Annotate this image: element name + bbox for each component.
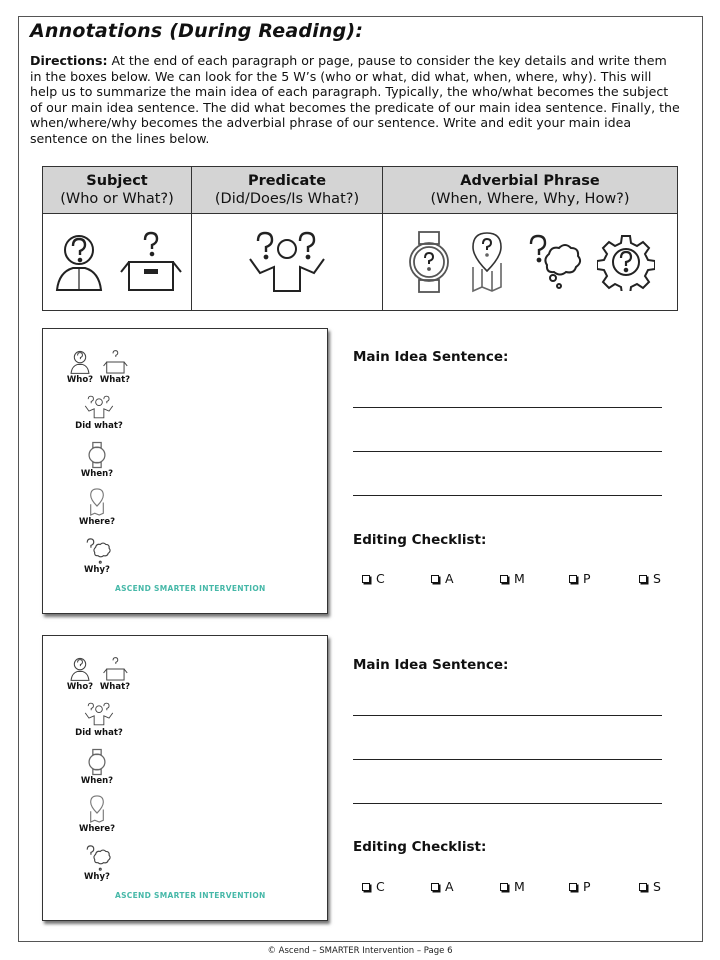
when-label: When? (80, 776, 114, 786)
checklist-letter: P (583, 571, 591, 586)
checklist-item-p[interactable] (569, 571, 591, 586)
map-pin-icon (88, 487, 106, 517)
what-mini (97, 656, 133, 692)
when-mini (77, 748, 117, 786)
checkbox[interactable] (639, 575, 647, 583)
what-label: What? (99, 375, 131, 385)
writing-line[interactable] (353, 407, 662, 408)
writing-line[interactable] (353, 495, 662, 496)
did-what-label: Did what? (75, 421, 123, 431)
when-label: When? (80, 469, 114, 479)
checkbox[interactable] (569, 883, 577, 891)
adverbial-header (383, 167, 678, 214)
subject-heading: Subject (86, 173, 148, 189)
why-label: Why? (84, 565, 110, 575)
why-mini (77, 844, 117, 882)
checkbox[interactable] (639, 883, 647, 891)
did-what-label: Did what? (75, 728, 123, 738)
predicate-subheading: (Did/Does/Is What?) (214, 191, 360, 207)
predicate-cell[interactable] (192, 214, 383, 311)
shrugging-person-icon (244, 229, 330, 295)
where-mini (75, 794, 119, 834)
predicate-header (192, 167, 383, 214)
checkbox[interactable] (569, 575, 577, 583)
five-ws-table (42, 166, 678, 311)
map-pin-icon (467, 229, 507, 295)
brand-text: ASCEND SMARTER INTERVENTION (115, 584, 266, 593)
box-question-icon (102, 656, 128, 682)
did-what-mini (71, 393, 127, 431)
checklist-item-c[interactable] (362, 879, 385, 894)
thought-bubble-icon (81, 537, 113, 565)
five-ws-reference-card (42, 635, 328, 921)
what-label: What? (99, 682, 131, 692)
checklist-letter: C (376, 571, 385, 586)
writing-line[interactable] (353, 759, 662, 760)
who-mini (65, 349, 95, 385)
writing-line[interactable] (353, 803, 662, 804)
thought-bubble-icon (81, 844, 113, 872)
predicate-heading: Predicate (247, 173, 327, 189)
checklist-item-p[interactable] (569, 879, 591, 894)
editing-checklist (362, 571, 672, 587)
box-question-icon (102, 349, 128, 375)
watch-icon (87, 441, 107, 469)
checklist-item-c[interactable] (362, 571, 385, 586)
thought-bubble-icon (521, 232, 583, 292)
checklist-letter: S (653, 879, 661, 894)
shrugging-person-icon (83, 700, 115, 728)
adverbial-subheading: (When, Where, Why, How?) (430, 191, 630, 207)
what-mini (97, 349, 133, 385)
where-mini (75, 487, 119, 527)
editing-checklist-heading: Editing Checklist: (353, 839, 487, 855)
subject-subheading: (Who or What?) (60, 191, 174, 207)
checklist-letter: A (445, 571, 454, 586)
five-ws-reference-card (42, 328, 328, 614)
checkbox[interactable] (500, 575, 508, 583)
checkbox[interactable] (431, 883, 439, 891)
page-title: Annotations (During Reading): (30, 20, 364, 42)
watch-icon (405, 230, 453, 294)
map-pin-icon (88, 794, 106, 824)
checklist-item-s[interactable] (639, 879, 661, 894)
person-question-icon (51, 230, 107, 294)
subject-cell[interactable] (43, 214, 192, 311)
subject-header (43, 167, 192, 214)
box-question-icon (117, 230, 183, 294)
checklist-letter: M (514, 879, 525, 894)
checkbox[interactable] (362, 575, 370, 583)
adverbial-cell[interactable] (383, 214, 678, 311)
directions-label: Directions: (30, 53, 108, 68)
directions-text: At the end of each paragraph or page, pause to consider the key details and write them in the boxes below. We can look for the 5 W’s (who or what, did what, when, where, why). This will help us to summarize the main idea of each paragraph. Typically, the who/what becomes the subject of our main idea sentence. The did what becomes the predicate of our main idea sentence. Finally, the when/where/why becomes the adverbial phrase of our sentence. Write and edit your main idea sentence on the lines below. (30, 53, 680, 146)
main-idea-heading: Main Idea Sentence: (353, 349, 509, 365)
watch-icon (87, 748, 107, 776)
checklist-item-a[interactable] (431, 879, 454, 894)
editing-checklist (362, 879, 672, 895)
person-question-icon (68, 656, 92, 682)
writing-line[interactable] (353, 715, 662, 716)
checklist-item-m[interactable] (500, 571, 525, 586)
page-footer: © Ascend – SMARTER Intervention – Page 6 (267, 946, 453, 956)
where-label: Where? (78, 517, 116, 527)
why-mini (77, 537, 117, 575)
where-label: Where? (78, 824, 116, 834)
checkbox[interactable] (431, 575, 439, 583)
checklist-item-s[interactable] (639, 571, 661, 586)
person-question-icon (68, 349, 92, 375)
who-label: Who? (66, 375, 94, 385)
did-what-mini (71, 700, 127, 738)
main-idea-heading: Main Idea Sentence: (353, 657, 509, 673)
when-mini (77, 441, 117, 479)
why-label: Why? (84, 872, 110, 882)
editing-checklist-heading: Editing Checklist: (353, 532, 487, 548)
checkbox[interactable] (362, 883, 370, 891)
shrugging-person-icon (83, 393, 115, 421)
adverbial-heading: Adverbial Phrase (460, 173, 600, 189)
gear-question-icon (597, 233, 655, 291)
checklist-item-m[interactable] (500, 879, 525, 894)
checklist-item-a[interactable] (431, 571, 454, 586)
checklist-letter: M (514, 571, 525, 586)
writing-line[interactable] (353, 451, 662, 452)
directions-paragraph (30, 53, 682, 147)
checklist-letter: C (376, 879, 385, 894)
checklist-letter: A (445, 879, 454, 894)
brand-text: ASCEND SMARTER INTERVENTION (115, 891, 266, 900)
checkbox[interactable] (500, 883, 508, 891)
who-mini (65, 656, 95, 692)
checklist-letter: P (583, 879, 591, 894)
who-label: Who? (66, 682, 94, 692)
checklist-letter: S (653, 571, 661, 586)
